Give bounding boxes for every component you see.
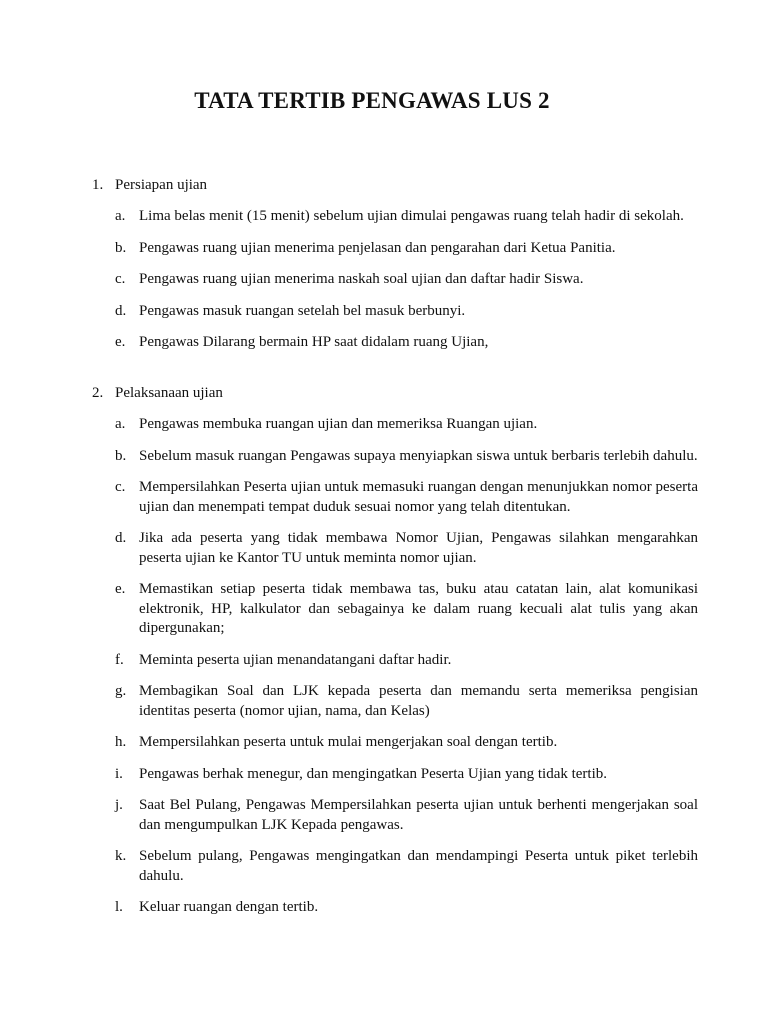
item-letter: i. xyxy=(115,765,123,782)
item-letter: b. xyxy=(115,447,127,464)
section-heading xyxy=(92,176,698,195)
item-list xyxy=(92,415,698,918)
list-item xyxy=(92,270,698,290)
item-letter: d. xyxy=(115,530,127,546)
item-letter: d. xyxy=(115,302,127,319)
list-item xyxy=(92,415,698,435)
item-text: Memastikan setiap peserta tidak membawa tas, buku atau catatan lain, alat komunikasi elektronik, HP, kalkulator dan sebagainya ke dalam ruang kecuali alat tulis yang akan dipergunakan; xyxy=(139,581,698,636)
item-text: Meminta peserta ujian menandatangani daftar hadir. xyxy=(139,651,452,668)
list-item xyxy=(92,796,698,835)
section-heading xyxy=(92,384,698,403)
list-item xyxy=(92,682,698,721)
list-item xyxy=(92,847,698,886)
item-text: Pengawas masuk ruangan setelah bel masuk berbunyi. xyxy=(139,302,466,319)
list-item xyxy=(92,207,698,227)
item-letter: g. xyxy=(115,683,127,699)
item-letter: f. xyxy=(115,651,124,668)
section-persiapan-ujian xyxy=(92,176,698,365)
item-text: Jika ada peserta yang tidak membawa Nomor Ujian, Pengawas silahkan mengarahkan peserta ujian ke Kantor TU untuk meminta nomor ujian. xyxy=(139,530,698,566)
list-item xyxy=(92,447,698,467)
list-item xyxy=(92,580,698,639)
item-text: Lima belas menit (15 menit) sebelum ujian dimulai pengawas ruang telah hadir di sekolah. xyxy=(139,208,684,224)
item-letter: b. xyxy=(115,239,127,256)
list-item xyxy=(92,302,698,322)
section-pelaksanaan-ujian xyxy=(92,384,698,930)
item-letter: e. xyxy=(115,334,126,350)
item-text: Keluar ruangan dengan tertib. xyxy=(139,899,319,915)
item-letter: h. xyxy=(115,734,127,750)
item-text: Pengawas ruang ujian menerima penjelasan dan pengarahan dari Ketua Panitia. xyxy=(139,239,616,256)
section-title: Persiapan ujian xyxy=(115,177,208,193)
item-text: Pengawas membuka ruangan ujian dan memeriksa Ruangan ujian. xyxy=(139,416,538,432)
section-number: 2. xyxy=(92,385,104,401)
list-item xyxy=(92,898,698,918)
item-text: Membagikan Soal dan LJK kepada peserta dan memandu serta memeriksa pengisian identitas peserta (nomor ujian, nama, dan Kelas) xyxy=(139,683,698,719)
document-title: TATA TERTIB PENGAWAS LUS 2 xyxy=(194,88,550,113)
item-letter: k. xyxy=(115,848,127,864)
item-letter: c. xyxy=(115,479,126,495)
item-letter: a. xyxy=(115,416,126,432)
item-text: Sebelum masuk ruangan Pengawas supaya menyiapkan siswa untuk berbaris terlebih dahulu. xyxy=(139,447,698,464)
list-item xyxy=(92,478,698,517)
list-item xyxy=(92,333,698,353)
item-text: Pengawas ruang ujian menerima naskah soal ujian dan daftar hadir Siswa. xyxy=(139,271,584,287)
list-item xyxy=(92,733,698,753)
section-title: Pelaksanaan ujian xyxy=(115,385,223,401)
item-letter: l. xyxy=(115,899,123,915)
item-text: Mempersilahkan Peserta ujian untuk memasuki ruangan dengan menunjukkan nomor peserta ujian dan menempati tempat duduk sesuai nomor yang telah ditentukan. xyxy=(139,479,698,515)
item-letter: j. xyxy=(115,797,123,813)
section-number: 1. xyxy=(92,177,104,193)
list-item xyxy=(92,765,698,785)
item-text: Saat Bel Pulang, Pengawas Mempersilahkan peserta ujian untuk berhenti mengerjakan soal dan mengumpulkan LJK Kepada pengawas. xyxy=(139,797,698,833)
list-item xyxy=(92,529,698,568)
item-text: Sebelum pulang, Pengawas mengingatkan dan mendampingi Peserta untuk piket terlebih dahulu. xyxy=(139,848,698,884)
item-letter: e. xyxy=(115,581,126,597)
list-item xyxy=(92,651,698,671)
item-text: Mempersilahkan peserta untuk mulai mengerjakan soal dengan tertib. xyxy=(139,734,558,750)
list-item xyxy=(92,239,698,259)
item-letter: a. xyxy=(115,208,126,224)
item-list xyxy=(92,207,698,353)
item-text: Pengawas berhak menegur, dan mengingatkan Peserta Ujian yang tidak tertib. xyxy=(139,765,608,782)
item-text: Pengawas Dilarang bermain HP saat didalam ruang Ujian, xyxy=(139,334,489,350)
item-letter: c. xyxy=(115,271,126,287)
